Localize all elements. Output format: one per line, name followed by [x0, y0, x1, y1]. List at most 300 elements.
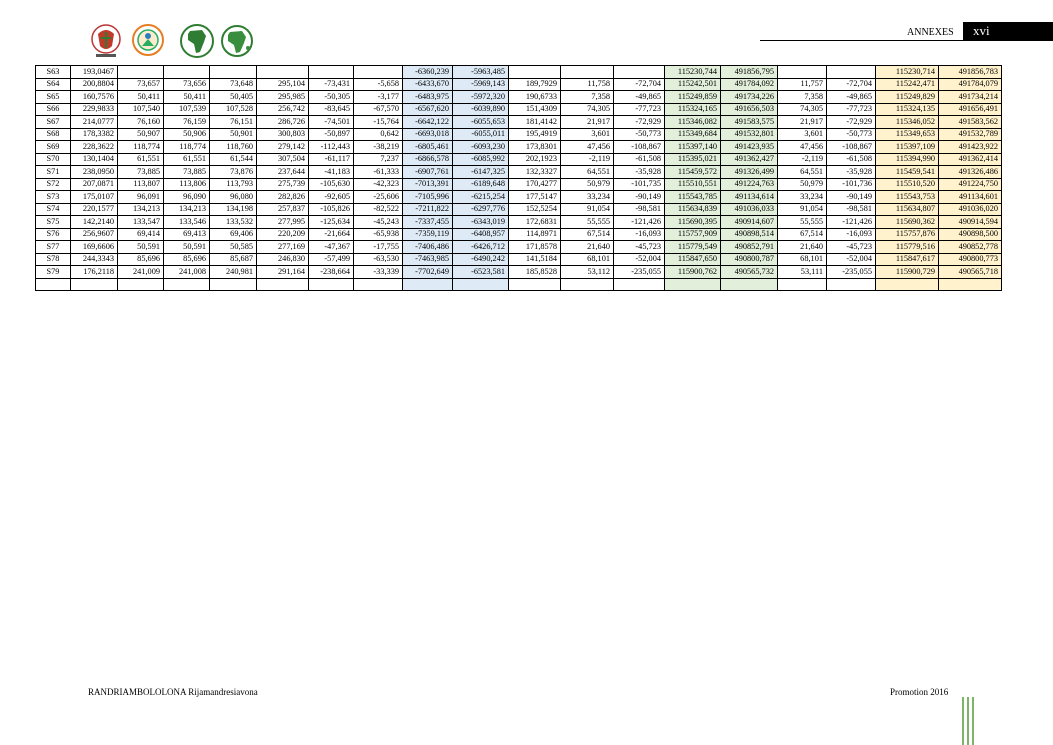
leg-cell-k: -61,508 — [827, 153, 876, 166]
leg-cell-h: 3,601 — [561, 128, 614, 141]
station-cell-dist: 256,9607 — [71, 228, 118, 241]
station-cell-n: -5963,485 — [453, 66, 509, 79]
leg-cell-j: 53,111 — [778, 266, 827, 279]
table-cell-empty — [876, 278, 939, 291]
leg-cell-e: -125,634 — [309, 216, 354, 229]
leg-cell-b: 50,591 — [164, 241, 210, 254]
station-cell-y: 491134,614 — [721, 191, 778, 204]
station-cell-xf: 115634,807 — [876, 203, 939, 216]
leg-cell-b: 241,008 — [164, 266, 210, 279]
leg-cell-c: 73,876 — [210, 166, 257, 179]
leg-cell-a: 133,547 — [118, 216, 164, 229]
table-cell-empty — [721, 278, 778, 291]
leg-cell-k: -72,704 — [827, 78, 876, 91]
station-cell-e: -6693,018 — [403, 128, 453, 141]
station-cell-id: S70 — [36, 153, 71, 166]
station-cell-yf: 491326,486 — [939, 166, 1002, 179]
station-cell-id: S68 — [36, 128, 71, 141]
leg-cell-i: -45,723 — [614, 241, 665, 254]
leg-cell-h: 11,758 — [561, 78, 614, 91]
leg-cell-k: -35,928 — [827, 166, 876, 179]
leg-cell-b: 69,413 — [164, 228, 210, 241]
leg-cell-e: -50,305 — [309, 91, 354, 104]
footer-author: RANDRIAMBOLOLONA Rijamandresiavona — [88, 687, 258, 697]
station-cell-n: -6490,242 — [453, 253, 509, 266]
leg-cell-h: 64,551 — [561, 166, 614, 179]
station-cell-xf: 115242,471 — [876, 78, 939, 91]
station-cell-id: S65 — [36, 91, 71, 104]
station-cell-e: -7211,822 — [403, 203, 453, 216]
leg-cell-a: 113,807 — [118, 178, 164, 191]
leg-cell-g: 172,6831 — [509, 216, 561, 229]
station-cell-e: -6805,461 — [403, 141, 453, 154]
station-cell-y: 491734,226 — [721, 91, 778, 104]
station-cell-xf: 115397,109 — [876, 141, 939, 154]
station-cell-n: -6189,648 — [453, 178, 509, 191]
station-cell-e: -6866,578 — [403, 153, 453, 166]
leg-cell-c: 107,528 — [210, 103, 257, 116]
leg-cell-j: 67,514 — [778, 228, 827, 241]
leg-cell-e: -105,826 — [309, 203, 354, 216]
station-cell-xf: 115779,516 — [876, 241, 939, 254]
leg-cell-k: -50,773 — [827, 128, 876, 141]
leg-cell-h: 91,054 — [561, 203, 614, 216]
station-cell-x: 115459,572 — [665, 166, 721, 179]
leg-cell-f: -17,755 — [354, 241, 403, 254]
leg-cell-c: 240,981 — [210, 266, 257, 279]
leg-cell-j: 21,640 — [778, 241, 827, 254]
station-cell-x: 115346,082 — [665, 116, 721, 129]
leg-cell-a: 50,411 — [118, 91, 164, 104]
leg-cell-h: 33,234 — [561, 191, 614, 204]
university-seal-icon — [88, 22, 124, 60]
station-cell-id: S72 — [36, 178, 71, 191]
leg-cell-d: 257,837 — [257, 203, 309, 216]
leg-cell-j: 21,917 — [778, 116, 827, 129]
station-cell-n: -6297,776 — [453, 203, 509, 216]
station-cell-yf: 491532,789 — [939, 128, 1002, 141]
station-cell-x: 115249,859 — [665, 91, 721, 104]
leg-cell-h: 74,305 — [561, 103, 614, 116]
station-cell-e: -6567,620 — [403, 103, 453, 116]
leg-cell-g: 132,3327 — [509, 166, 561, 179]
station-cell-dist: 214,0777 — [71, 116, 118, 129]
leg-cell-a: 73,885 — [118, 166, 164, 179]
table-cell-empty — [778, 66, 827, 79]
station-cell-x: 115349,684 — [665, 128, 721, 141]
leg-cell-d: 282,826 — [257, 191, 309, 204]
station-cell-n: -6055,011 — [453, 128, 509, 141]
leg-cell-j: 3,601 — [778, 128, 827, 141]
leg-cell-a: 50,591 — [118, 241, 164, 254]
leg-cell-f: -65,938 — [354, 228, 403, 241]
table-cell-empty — [210, 66, 257, 79]
station-cell-dist: 175,0107 — [71, 191, 118, 204]
leg-cell-a — [118, 278, 164, 291]
footer-promotion: Promotion 2016 — [890, 687, 949, 697]
leg-cell-d: 237,644 — [257, 166, 309, 179]
station-cell-xf: 115757,876 — [876, 228, 939, 241]
station-cell-n: -6523,581 — [453, 266, 509, 279]
school-emblem-icon — [130, 22, 166, 60]
leg-cell-h: 50,979 — [561, 178, 614, 191]
leg-cell-h: 7,358 — [561, 91, 614, 104]
leg-cell-c: 69,406 — [210, 228, 257, 241]
leg-cell-g: 190,6733 — [509, 91, 561, 104]
africa-map-emblem-icon — [216, 22, 258, 60]
station-cell-xf: 115690,362 — [876, 216, 939, 229]
leg-cell-i: -49,865 — [614, 91, 665, 104]
leg-cell-i — [614, 278, 665, 291]
leg-cell-i: -235,055 — [614, 266, 665, 279]
station-cell-n: -6215,254 — [453, 191, 509, 204]
table-cell-empty — [164, 66, 210, 79]
leg-cell-g: 189,7929 — [509, 78, 561, 91]
leg-cell-b: 133,546 — [164, 216, 210, 229]
table-cell-empty — [453, 278, 509, 291]
station-cell-x: 115324,165 — [665, 103, 721, 116]
leg-cell-j: 7,358 — [778, 91, 827, 104]
table-cell-empty — [309, 66, 354, 79]
leg-cell-i: -35,928 — [614, 166, 665, 179]
station-cell-id: S67 — [36, 116, 71, 129]
leg-cell-d: 307,504 — [257, 153, 309, 166]
leg-cell-f: -15,764 — [354, 116, 403, 129]
station-cell-e: -7463,985 — [403, 253, 453, 266]
leg-cell-i: -108,867 — [614, 141, 665, 154]
station-cell-y: 491532,801 — [721, 128, 778, 141]
station-cell-yf: 491224,750 — [939, 178, 1002, 191]
leg-cell-b: 96,090 — [164, 191, 210, 204]
leg-cell-k — [827, 278, 876, 291]
leg-cell-i: -72,929 — [614, 116, 665, 129]
table-cell-empty — [71, 278, 118, 291]
leg-cell-e: -74,501 — [309, 116, 354, 129]
leg-cell-d: 256,742 — [257, 103, 309, 116]
station-cell-xf: 115543,753 — [876, 191, 939, 204]
leg-cell-e: -83,645 — [309, 103, 354, 116]
leg-cell-f: -5,658 — [354, 78, 403, 91]
station-cell-y: 490852,791 — [721, 241, 778, 254]
station-cell-dist: 160,7576 — [71, 91, 118, 104]
leg-cell-a: 69,414 — [118, 228, 164, 241]
header-page-number: xvi — [963, 22, 1053, 40]
leg-cell-h: 47,456 — [561, 141, 614, 154]
table-cell-empty — [354, 66, 403, 79]
leg-cell-g: 141,5184 — [509, 253, 561, 266]
station-cell-id: S69 — [36, 141, 71, 154]
leg-cell-k: -16,093 — [827, 228, 876, 241]
leg-cell-a: 96,091 — [118, 191, 164, 204]
leg-cell-d: 291,164 — [257, 266, 309, 279]
station-cell-yf: 491656,491 — [939, 103, 1002, 116]
leg-cell-f: -63,530 — [354, 253, 403, 266]
station-cell-id: S77 — [36, 241, 71, 254]
station-cell-x: 115847,650 — [665, 253, 721, 266]
station-cell-id: S74 — [36, 203, 71, 216]
station-cell-n: -6147,325 — [453, 166, 509, 179]
leg-cell-g: 170,4277 — [509, 178, 561, 191]
leg-cell-f — [354, 278, 403, 291]
station-cell-y: 491036,033 — [721, 203, 778, 216]
leg-cell-g: 185,8528 — [509, 266, 561, 279]
leg-cell-e: -61,117 — [309, 153, 354, 166]
leg-cell-j: 68,101 — [778, 253, 827, 266]
leg-cell-e: -41,183 — [309, 166, 354, 179]
station-cell-y: 491656,503 — [721, 103, 778, 116]
leg-cell-e: -57,499 — [309, 253, 354, 266]
leg-cell-i: -16,093 — [614, 228, 665, 241]
table-cell-empty — [403, 278, 453, 291]
africa-map-emblem-icon — [176, 22, 218, 60]
station-cell-e: -6433,670 — [403, 78, 453, 91]
station-cell-e: -7406,486 — [403, 241, 453, 254]
header-section-title: ANNEXES — [907, 27, 954, 38]
leg-cell-b: 50,411 — [164, 91, 210, 104]
table-cell-empty — [561, 66, 614, 79]
leg-cell-b: 85,696 — [164, 253, 210, 266]
leg-cell-f: -67,570 — [354, 103, 403, 116]
station-cell-y: 490898,514 — [721, 228, 778, 241]
station-cell-id: S63 — [36, 66, 71, 79]
station-cell-x: 115510,551 — [665, 178, 721, 191]
table-cell-empty — [614, 66, 665, 79]
station-cell-n: -5969,143 — [453, 78, 509, 91]
leg-cell-k: -45,723 — [827, 241, 876, 254]
leg-cell-d: 295,985 — [257, 91, 309, 104]
station-cell-e: -6642,122 — [403, 116, 453, 129]
station-cell-y: 491326,499 — [721, 166, 778, 179]
station-cell-x: 115690,395 — [665, 216, 721, 229]
leg-cell-f: -42,323 — [354, 178, 403, 191]
station-cell-dist: 238,0950 — [71, 166, 118, 179]
leg-cell-a: 107,540 — [118, 103, 164, 116]
leg-cell-e: -47,367 — [309, 241, 354, 254]
leg-cell-g — [509, 278, 561, 291]
station-cell-x: 115900,762 — [665, 266, 721, 279]
leg-cell-j: 74,305 — [778, 103, 827, 116]
station-cell-dist: 178,3382 — [71, 128, 118, 141]
station-cell-n: -6343,019 — [453, 216, 509, 229]
leg-cell-d: 295,104 — [257, 78, 309, 91]
leg-cell-g: 195,4919 — [509, 128, 561, 141]
station-cell-y: 491362,427 — [721, 153, 778, 166]
leg-cell-a: 134,213 — [118, 203, 164, 216]
station-cell-x: 115634,839 — [665, 203, 721, 216]
leg-cell-h: -2,119 — [561, 153, 614, 166]
station-cell-yf: 490565,718 — [939, 266, 1002, 279]
station-cell-n: -6055,653 — [453, 116, 509, 129]
leg-cell-c: 133,532 — [210, 216, 257, 229]
station-cell-e: -7013,391 — [403, 178, 453, 191]
station-cell-dist: 244,3343 — [71, 253, 118, 266]
leg-cell-g: 151,4309 — [509, 103, 561, 116]
leg-cell-i: -50,773 — [614, 128, 665, 141]
leg-cell-a: 76,160 — [118, 116, 164, 129]
station-cell-xf: 115847,617 — [876, 253, 939, 266]
leg-cell-b: 61,551 — [164, 153, 210, 166]
leg-cell-j: 33,234 — [778, 191, 827, 204]
station-cell-y: 491856,795 — [721, 66, 778, 79]
leg-cell-c: 61,544 — [210, 153, 257, 166]
station-cell-x: 115230,744 — [665, 66, 721, 79]
station-cell-e: -7105,996 — [403, 191, 453, 204]
leg-cell-a: 241,009 — [118, 266, 164, 279]
station-cell-y: 490800,787 — [721, 253, 778, 266]
table-cell-empty — [827, 66, 876, 79]
leg-cell-j: 11,757 — [778, 78, 827, 91]
station-cell-id: S64 — [36, 78, 71, 91]
station-cell-xf: 115349,653 — [876, 128, 939, 141]
leg-cell-k: -90,149 — [827, 191, 876, 204]
station-cell-dist: 130,1404 — [71, 153, 118, 166]
station-cell-id: S78 — [36, 253, 71, 266]
leg-cell-c: 50,585 — [210, 241, 257, 254]
leg-cell-b — [164, 278, 210, 291]
header-rule — [760, 40, 1053, 41]
station-cell-yf: 491734,214 — [939, 91, 1002, 104]
leg-cell-b: 118,774 — [164, 141, 210, 154]
station-cell-x: 115397,140 — [665, 141, 721, 154]
leg-cell-e — [309, 278, 354, 291]
table-cell-empty — [118, 66, 164, 79]
station-cell-e: -7337,455 — [403, 216, 453, 229]
leg-cell-j: 55,555 — [778, 216, 827, 229]
leg-cell-k: -121,426 — [827, 216, 876, 229]
leg-cell-b: 134,213 — [164, 203, 210, 216]
leg-cell-c: 118,760 — [210, 141, 257, 154]
station-cell-id: S73 — [36, 191, 71, 204]
leg-cell-d: 277,995 — [257, 216, 309, 229]
leg-cell-k: -72,929 — [827, 116, 876, 129]
station-cell-dist: 229,9833 — [71, 103, 118, 116]
station-cell-dist: 193,0467 — [71, 66, 118, 79]
leg-cell-j: 50,979 — [778, 178, 827, 191]
leg-cell-g: 152,5254 — [509, 203, 561, 216]
leg-cell-e: -112,443 — [309, 141, 354, 154]
leg-cell-h: 21,640 — [561, 241, 614, 254]
leg-cell-g: 173,8301 — [509, 141, 561, 154]
leg-cell-i: -52,004 — [614, 253, 665, 266]
station-cell-y: 491583,575 — [721, 116, 778, 129]
leg-cell-i: -90,149 — [614, 191, 665, 204]
leg-cell-f: 7,237 — [354, 153, 403, 166]
leg-cell-k: -77,723 — [827, 103, 876, 116]
leg-cell-e: -238,664 — [309, 266, 354, 279]
leg-cell-g: 171,8578 — [509, 241, 561, 254]
station-cell-yf: 490898,500 — [939, 228, 1002, 241]
station-cell-yf: 490852,778 — [939, 241, 1002, 254]
leg-cell-g: 202,1923 — [509, 153, 561, 166]
leg-cell-b: 76,159 — [164, 116, 210, 129]
station-cell-xf: 115346,052 — [876, 116, 939, 129]
leg-cell-f: -61,333 — [354, 166, 403, 179]
station-cell-xf: 115459,541 — [876, 166, 939, 179]
station-cell-n: -6093,230 — [453, 141, 509, 154]
leg-cell-c: 134,198 — [210, 203, 257, 216]
leg-cell-b: 73,656 — [164, 78, 210, 91]
leg-cell-h: 68,101 — [561, 253, 614, 266]
leg-cell-a: 118,774 — [118, 141, 164, 154]
leg-cell-d: 277,169 — [257, 241, 309, 254]
station-cell-n: -5972,320 — [453, 91, 509, 104]
leg-cell-a: 50,907 — [118, 128, 164, 141]
leg-cell-c: 76,151 — [210, 116, 257, 129]
station-cell-y: 491784,092 — [721, 78, 778, 91]
station-cell-yf: 490800,773 — [939, 253, 1002, 266]
leg-cell-a: 61,551 — [118, 153, 164, 166]
station-cell-xf: 115230,714 — [876, 66, 939, 79]
leg-cell-c: 96,080 — [210, 191, 257, 204]
station-cell-xf: 115510,520 — [876, 178, 939, 191]
leg-cell-i: -98,581 — [614, 203, 665, 216]
station-cell-n: -6426,712 — [453, 241, 509, 254]
leg-cell-d: 286,726 — [257, 116, 309, 129]
station-cell-dist: 169,6606 — [71, 241, 118, 254]
leg-cell-i: -61,508 — [614, 153, 665, 166]
station-cell-dist: 220,1577 — [71, 203, 118, 216]
station-cell-xf: 115324,135 — [876, 103, 939, 116]
leg-cell-j: 47,456 — [778, 141, 827, 154]
leg-cell-j — [778, 278, 827, 291]
station-cell-dist: 176,2118 — [71, 266, 118, 279]
traverse-table — [35, 65, 1002, 291]
leg-cell-f: -82,522 — [354, 203, 403, 216]
leg-cell-h: 67,514 — [561, 228, 614, 241]
station-cell-dist: 142,2140 — [71, 216, 118, 229]
station-cell-e: -6483,975 — [403, 91, 453, 104]
leg-cell-k: -235,055 — [827, 266, 876, 279]
station-cell-e: -7359,119 — [403, 228, 453, 241]
leg-cell-k: -101,736 — [827, 178, 876, 191]
station-cell-x: 115543,785 — [665, 191, 721, 204]
leg-cell-d: 279,142 — [257, 141, 309, 154]
station-cell-yf: 491134,601 — [939, 191, 1002, 204]
station-cell-n: -6085,992 — [453, 153, 509, 166]
leg-cell-k: -98,581 — [827, 203, 876, 216]
leg-cell-c: 50,901 — [210, 128, 257, 141]
station-cell-id: S79 — [36, 266, 71, 279]
leg-cell-c — [210, 278, 257, 291]
station-cell-x: 115779,549 — [665, 241, 721, 254]
leg-cell-d: 220,209 — [257, 228, 309, 241]
leg-cell-d: 300,803 — [257, 128, 309, 141]
leg-cell-e: -21,664 — [309, 228, 354, 241]
table-cell-empty — [939, 278, 1002, 291]
leg-cell-b: 73,885 — [164, 166, 210, 179]
station-cell-yf: 491856,783 — [939, 66, 1002, 79]
station-cell-id: S75 — [36, 216, 71, 229]
leg-cell-f: 0,642 — [354, 128, 403, 141]
station-cell-xf: 115900,729 — [876, 266, 939, 279]
station-cell-id: S71 — [36, 166, 71, 179]
leg-cell-d: 275,739 — [257, 178, 309, 191]
station-cell-xf: 115249,829 — [876, 91, 939, 104]
leg-cell-b: 107,539 — [164, 103, 210, 116]
station-cell-y: 491224,763 — [721, 178, 778, 191]
leg-cell-k: -108,867 — [827, 141, 876, 154]
leg-cell-a: 85,696 — [118, 253, 164, 266]
station-cell-yf: 491362,414 — [939, 153, 1002, 166]
station-cell-e: -6360,239 — [403, 66, 453, 79]
leg-cell-h — [561, 278, 614, 291]
station-cell-e: -7702,649 — [403, 266, 453, 279]
station-cell-n: -6408,957 — [453, 228, 509, 241]
station-cell-dist: 200,8804 — [71, 78, 118, 91]
station-cell-n: -6039,890 — [453, 103, 509, 116]
table-cell-empty — [36, 278, 71, 291]
leg-cell-e: -105,630 — [309, 178, 354, 191]
